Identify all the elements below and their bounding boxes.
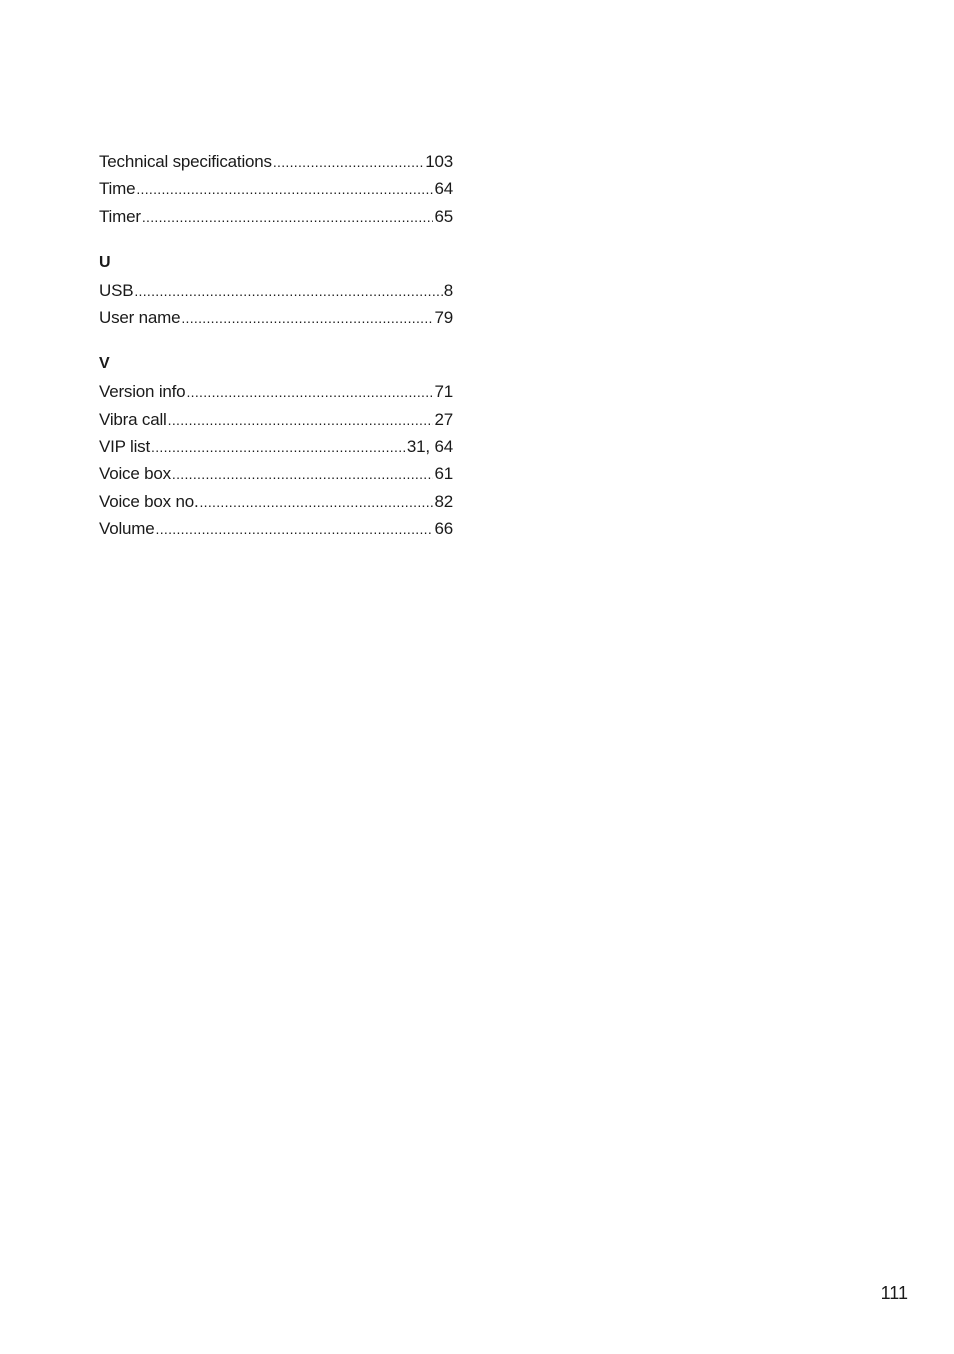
index-entry (99, 175, 453, 202)
index-group-v (99, 350, 453, 542)
index-page-ref: 82 (434, 491, 453, 511)
dot-leader (172, 461, 434, 488)
index-list (99, 148, 453, 542)
index-entry (99, 515, 453, 542)
dot-leader (199, 489, 433, 516)
index-entry (99, 148, 453, 175)
dot-leader (273, 149, 424, 176)
index-term: Timer (99, 206, 141, 226)
dot-leader (151, 434, 406, 461)
index-term: Voice box no. (99, 491, 199, 511)
index-term: User name (99, 308, 181, 328)
index-term: VIP list (99, 437, 150, 457)
dot-leader (156, 516, 434, 543)
index-page-ref: 66 (434, 518, 453, 538)
index-term: Volume (99, 518, 155, 538)
dot-leader (134, 278, 442, 305)
index-page-ref: 103 (425, 152, 453, 171)
page-number: 111 (880, 1283, 908, 1303)
index-term: Time (99, 179, 136, 199)
index-entry (99, 460, 453, 487)
index-term: Voice box (99, 464, 171, 484)
dot-leader (142, 204, 434, 231)
index-page-ref: 31, 64 (406, 437, 453, 457)
index-term: Technical specifications (99, 152, 272, 171)
index-group-t (99, 148, 453, 230)
index-entry (99, 304, 453, 331)
index-entry (99, 203, 453, 230)
index-page-ref: 64 (434, 179, 453, 199)
index-page-ref: 79 (434, 308, 453, 328)
index-page-ref: 71 (434, 382, 453, 402)
index-entry (99, 406, 453, 433)
index-group-u (99, 249, 453, 332)
dot-leader (136, 176, 433, 203)
index-term: USB (99, 280, 134, 300)
index-term: Version info (99, 382, 186, 402)
index-entry (99, 277, 453, 304)
index-entry (99, 488, 453, 515)
index-term: Vibra call (99, 409, 167, 429)
index-entry (99, 433, 453, 460)
index-section-letter: V (99, 355, 110, 373)
dot-leader (181, 305, 433, 332)
index-page-ref: 65 (434, 206, 453, 226)
index-page-ref: 61 (434, 464, 453, 484)
dot-leader (186, 379, 433, 406)
index-page-ref: 27 (434, 409, 453, 429)
index-page-ref: 8 (443, 280, 453, 300)
dot-leader (168, 407, 434, 434)
index-section-letter: U (99, 253, 111, 271)
index-entry (99, 378, 453, 405)
